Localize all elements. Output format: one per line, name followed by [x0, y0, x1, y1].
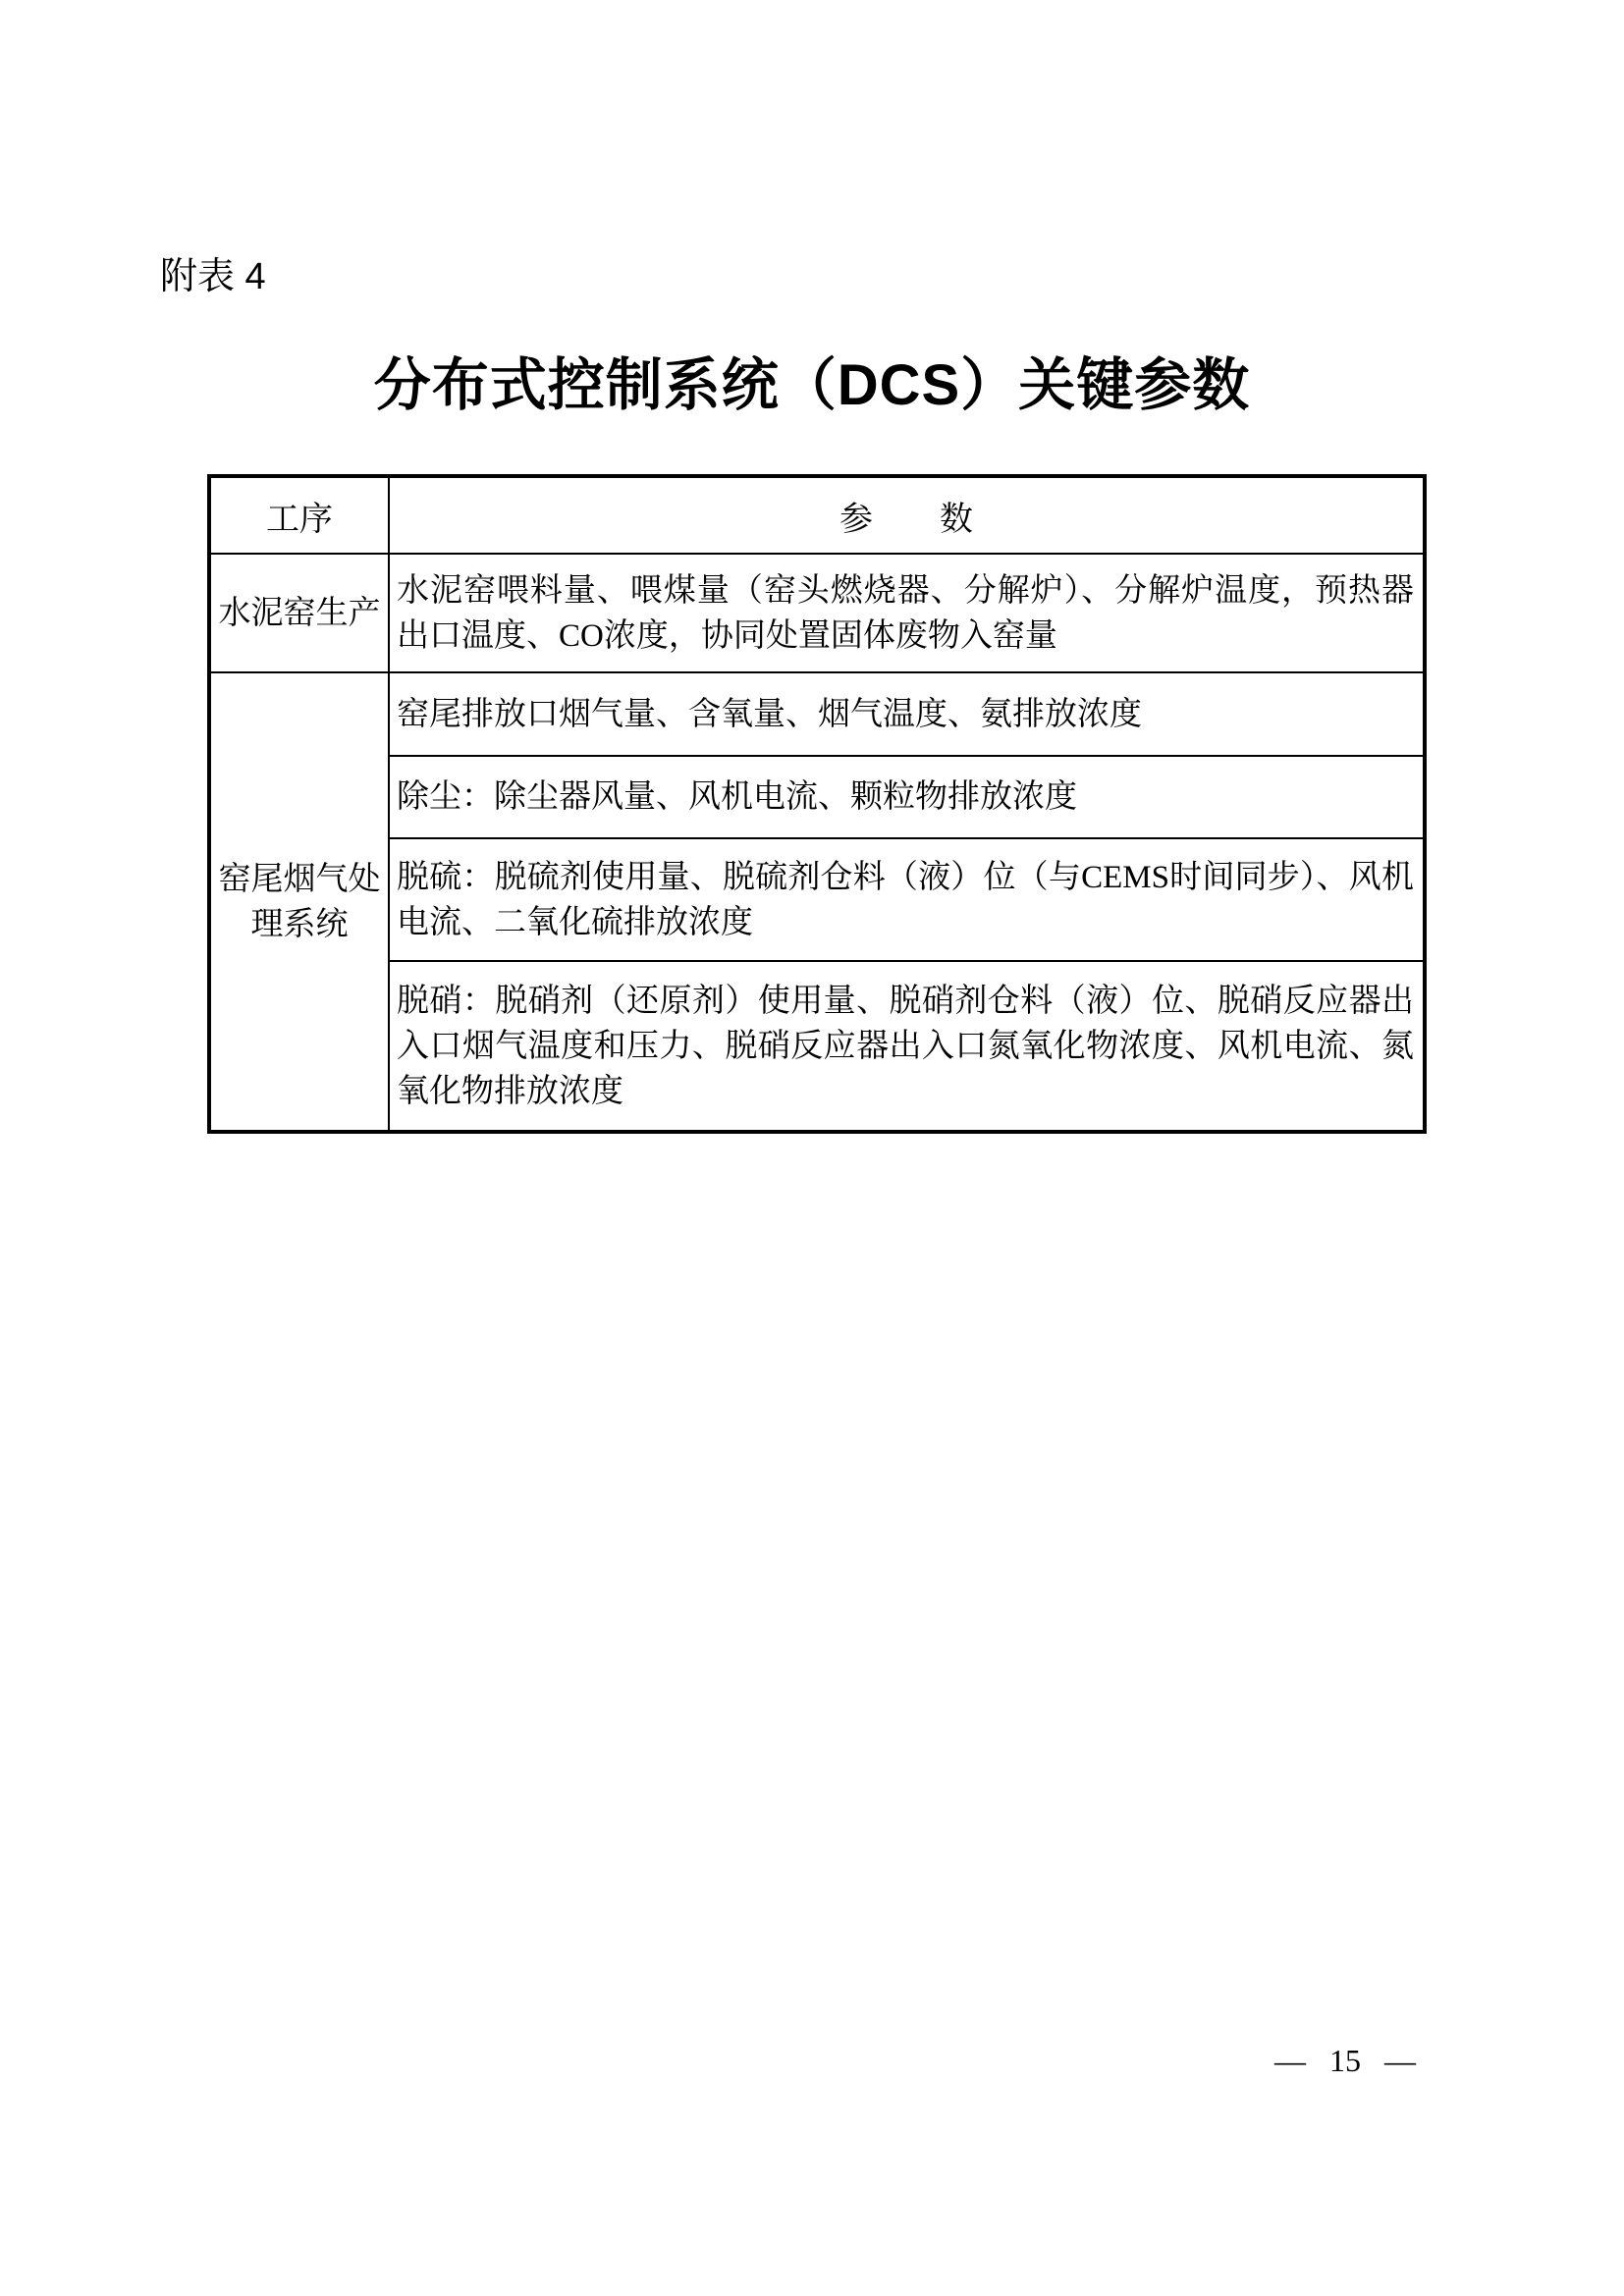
page-title: 分布式控制系统（DCS）关键参数 [373, 353, 1251, 417]
table-row-dedusting [209, 756, 1425, 838]
table-row-desulfurization [209, 838, 1425, 961]
parameters-cell-outlet: 窑尾排放口烟气量、含氧量、烟气温度、氨排放浓度 [389, 672, 1425, 756]
header-process-cell: 工序 [209, 476, 389, 554]
parameters-cell-denitrification: 脱硝：脱硝剂（还原剂）使用量、脱硝剂仓料（液）位、脱硝反应器出入口烟气温度和压力、脱硝反应器出入口氮氧化物浓度、风机电流、氮氧化物排放浓度 [389, 961, 1425, 1132]
table-row-kiln-tail-outlet [209, 672, 1425, 756]
table-row-cement-kiln [209, 554, 1425, 672]
header-parameters-cell: 参 数 [389, 476, 1425, 554]
parameters-cell-cement-kiln: 水泥窑喂料量、喂煤量（窑头燃烧器、分解炉）、分解炉温度，预热器出口温度、CO浓度，协同处置固体废物入窑量 [389, 554, 1425, 672]
table-header-row [209, 476, 1425, 554]
process-cell-cement-kiln: 水泥窑生产 [209, 554, 389, 672]
page-number: — 15 — [1274, 2043, 1416, 2078]
appendix-label: 附表 4 [160, 256, 266, 297]
parameters-cell-desulfurization: 脱硫：脱硫剂使用量、脱硫剂仓料（液）位（与CEMS时间同步）、风机电流、二氧化硫排放浓度 [389, 838, 1425, 961]
parameters-cell-dedusting: 除尘：除尘器风量、风机电流、颗粒物排放浓度 [389, 756, 1425, 838]
dcs-parameters-table [207, 474, 1427, 1134]
process-cell-flue-gas-system: 窑尾烟气处理系统 [209, 672, 389, 1132]
table-row-denitrification [209, 961, 1425, 1132]
